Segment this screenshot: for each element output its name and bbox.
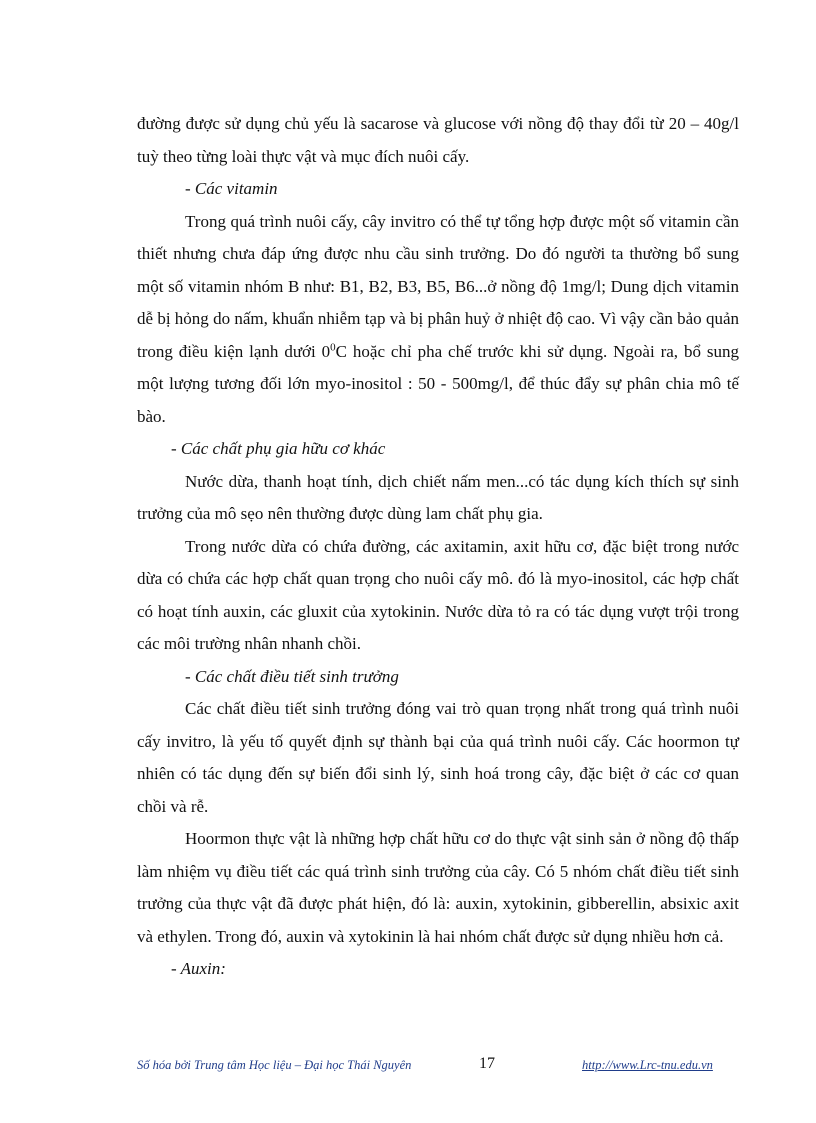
heading-organic-additives: - Các chất phụ gia hữu cơ khác — [171, 439, 386, 458]
heading-auxin: - Auxin: — [171, 959, 226, 978]
paragraph-coconut-water: Nước dừa, thanh hoạt tính, dịch chiết nấm men...có tác dụng kích thích sự sinh trưởng của mô sẹo nên thường được dùng lam chất phụ gia. — [137, 471, 739, 523]
footer-credit: Số hóa bởi Trung tâm Học liệu – Đại học Thái Nguyên — [137, 1058, 412, 1072]
paragraph-hormones: Hoormon thực vật là những hợp chất hữu cơ do thực vật sinh sản ở nồng độ thấp làm nhiệm vụ điều tiết các quá trình sinh trưởng của cây. Có 5 nhóm chất điều tiết sinh trưởng của thực vật đã được phát hiện, đó là: auxin, xytokinin, gibberellin, absixic axit và ethylen. Trong đó, auxin và xytokinin là hai nhóm chất được sử dụng nhiều hơn cả. — [137, 829, 739, 946]
page-footer — [137, 1055, 739, 1078]
paragraph-sugar: đường được sử dụng chủ yếu là sacarose và glucose với nồng độ thay đổi từ 20 – 40g/l tuỳ theo từng loài thực vật và mục đích nuôi cấy. — [137, 114, 739, 166]
paragraph-vitamin — [137, 206, 739, 434]
paragraph-vitamin-text-2: C hoặc chỉ pha chế trước khi sử dụng. Ngoài ra, bổ sung một lượng tương đối lớn myo-inositol : 50 - 500mg/l, để thúc đẩy sự phân chia mô tế bào. — [137, 341, 739, 426]
paragraph-coconut-contents: Trong nước dừa có chứa đường, các axitamin, axit hữu cơ, đặc biệt trong nước dừa có chứa các hợp chất quan trọng cho nuôi cấy mô. đó là myo-inositol, các hợp chất có hoạt tính auxin, các gluxit của xytokinin. Nước dừa tỏ ra có tác dụng vượt trội trong các môi trường nhân nhanh chồi. — [137, 536, 739, 653]
page-number: 17 — [479, 1055, 495, 1072]
paragraph-regulators: Các chất điều tiết sinh trưởng đóng vai trò quan trọng nhất trong quá trình nuôi cấy invitro, là yếu tố quyết định sự thành bại của quá trình nuôi cấy. Các hoormon tự nhiên có tác dụng đến sự biến đổi sinh lý, sinh hoá trong cây, đặc biệt ở các cơ quan chồi và rễ. — [137, 699, 739, 816]
paragraph-vitamin-text-1: Trong quá trình nuôi cấy, cây invitro có thể tự tổng hợp được một số vitamin cần thiết nhưng chưa đáp ứng được nhu cầu sinh trưởng. Do đó người ta thường bổ sung một số vitamin nhóm B như: B1, B2, B3, B5, B6...ở nồng độ 1mg/l; Dung dịch vitamin dễ bị hỏng do nấm, khuẩn nhiễm tạp và bị phân huỷ ở nhiệt độ cao. Vì vậy cần bảo quản trong điều kiện lạnh dưới 0 — [137, 211, 739, 361]
document-body — [137, 108, 739, 986]
footer-link[interactable]: http://www.Lrc-tnu.edu.vn — [582, 1058, 713, 1072]
superscript-degree: 0 — [330, 340, 336, 353]
heading-growth-regulators: - Các chất điều tiết sinh trưởng — [185, 666, 399, 686]
heading-vitamin: - Các vitamin — [185, 179, 278, 198]
